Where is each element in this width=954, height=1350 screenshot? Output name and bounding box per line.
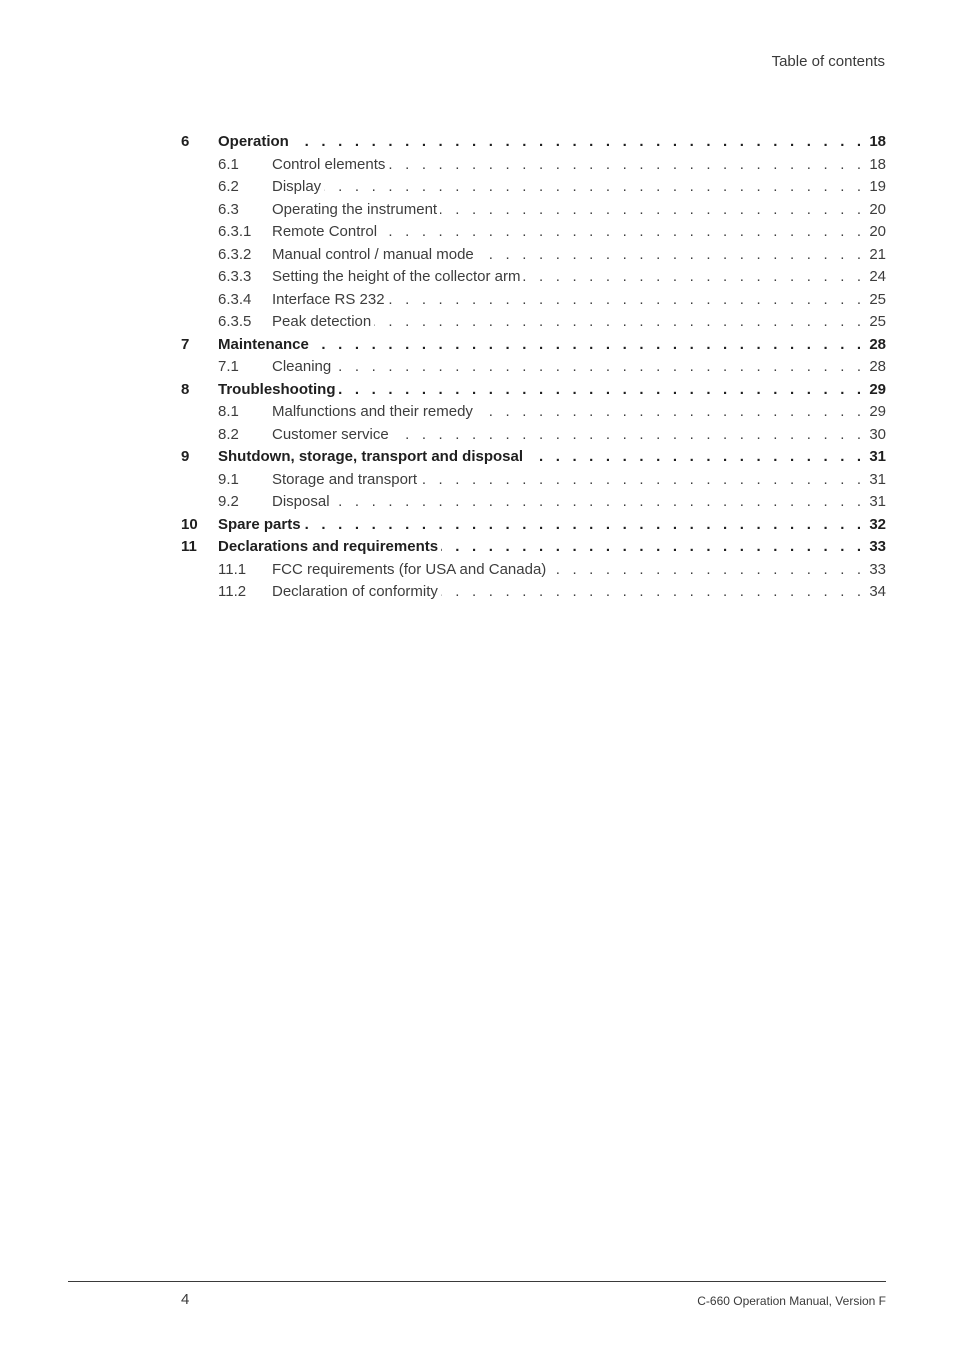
dot-leader [440,199,865,222]
toc-entry-line [272,424,886,447]
dot-leader [339,379,866,402]
toc-entry-number: 11.2 [218,583,247,600]
toc-entry-number: 8.1 [218,403,239,420]
toc-entry-line [218,514,886,537]
toc-entry-number: 8 [181,380,190,398]
toc-entry-line [218,379,886,402]
toc-entry-page: 28 [869,335,886,353]
toc-entry-number: 6.3.4 [218,290,252,308]
toc-entry[interactable] [181,559,886,582]
toc-entry-page: 34 [869,583,886,600]
toc-entry-title: Maintenance [218,334,312,357]
dot-leader [380,221,865,244]
toc-entry-page: 33 [869,538,886,555]
toc-entry-number: 9 [181,448,190,465]
toc-entry-title: Manual control / manual mode [272,244,477,267]
toc-entry-number: 6.2 [218,178,239,195]
table-of-contents [181,131,886,604]
toc-entry-title: Troubleshooting [218,379,339,402]
toc-entry-number: 6.3.3 [218,268,252,285]
toc-entry-page: 31 [869,470,886,488]
toc-entry-page: 20 [869,200,886,218]
dot-leader [476,401,865,424]
document-title: C-660 Operation Manual, Version F [697,1294,886,1308]
toc-entry-page: 25 [869,313,886,330]
toc-entry-number: 6.3.5 [218,313,252,330]
dot-leader [304,514,866,537]
toc-entry[interactable] [181,446,886,469]
toc-entry-title: Storage and transport [272,469,420,492]
toc-entry-line [272,221,886,244]
toc-entry-number: 6.1 [218,155,239,173]
toc-entry-title: Interface RS 232 [272,289,388,312]
toc-entry-number: 10 [181,515,198,533]
toc-entry-number: 6.3 [218,200,239,218]
toc-entry-title: FCC requirements (for USA and Canada) [272,559,549,582]
toc-entry-page: 25 [869,290,886,308]
toc-entry[interactable] [181,154,886,177]
toc-entry[interactable] [181,401,886,424]
toc-entry-page: 21 [869,245,886,263]
dot-leader [388,289,866,312]
toc-entry[interactable] [181,424,886,447]
toc-entry-line [272,469,886,492]
toc-entry-title: Peak detection [272,311,374,334]
toc-entry-line [272,289,886,312]
toc-entry-page: 31 [869,448,886,465]
toc-entry-line [218,446,886,469]
toc-entry-number: 9.1 [218,470,239,488]
dot-leader [441,581,865,604]
toc-entry[interactable] [181,199,886,222]
toc-entry-page: 30 [869,425,886,443]
running-header-title: Table of contents [771,53,885,70]
dot-leader [549,559,865,582]
toc-entry-title: Spare parts [218,514,304,537]
dot-leader [392,424,866,447]
dot-leader [374,311,865,334]
toc-entry-page: 32 [869,515,886,533]
dot-leader [477,244,866,267]
dot-leader [312,334,865,357]
dot-leader [420,469,865,492]
toc-entry-number: 8.2 [218,425,239,443]
toc-entry-line [272,266,886,289]
toc-entry-number: 6.3.2 [218,245,252,263]
toc-entry-number: 11.1 [218,560,247,578]
toc-entry[interactable] [181,221,886,244]
toc-entry[interactable] [181,379,886,402]
toc-entry[interactable] [181,266,886,289]
toc-entry-title: Declarations and requirements [218,536,441,559]
toc-entry-number: 9.2 [218,493,239,510]
toc-entry-page: 29 [869,380,886,398]
toc-entry-title: Cleaning [272,356,334,379]
toc-entry-line [272,559,886,582]
toc-entry-number: 11 [181,538,197,555]
dot-leader [526,446,865,469]
toc-entry[interactable] [181,514,886,537]
toc-entry[interactable] [181,536,886,559]
toc-entry[interactable] [181,469,886,492]
toc-entry-line [272,176,886,199]
toc-entry-title: Setting the height of the collector arm [272,266,523,289]
dot-leader [441,536,865,559]
toc-entry-title: Shutdown, storage, transport and disposal [218,446,526,469]
toc-entry[interactable] [181,356,886,379]
toc-entry[interactable] [181,289,886,312]
toc-entry-line [272,401,886,424]
toc-entry-line [272,581,886,604]
toc-entry-page: 33 [869,560,886,578]
toc-entry-page: 18 [869,133,886,150]
toc-entry[interactable] [181,581,886,604]
toc-entry-line [272,154,886,177]
dot-leader [333,491,866,514]
toc-entry[interactable] [181,491,886,514]
toc-entry-page: 31 [869,493,886,510]
toc-entry-title: Disposal [272,491,333,514]
toc-entry-title: Customer service [272,424,392,447]
toc-entry-line [272,244,886,267]
dot-leader [324,176,865,199]
dot-leader [334,356,865,379]
toc-entry[interactable] [181,334,886,357]
toc-entry-page: 18 [869,155,886,173]
toc-entry-number: 6.3.1 [218,223,252,240]
toc-entry-title: Operation [218,131,292,154]
toc-entry-number: 7.1 [218,358,239,375]
toc-entry-line [218,131,886,154]
toc-entry-number: 6 [181,133,190,150]
page-number: 4 [181,1291,190,1308]
toc-entry[interactable] [181,244,886,267]
toc-entry-line [272,311,886,334]
toc-entry-page: 24 [869,268,886,285]
toc-entry[interactable] [181,176,886,199]
toc-entry-title: Display [272,176,324,199]
toc-entry-number: 7 [181,335,190,353]
toc-entry-line [272,199,886,222]
toc-entry-title: Control elements [272,154,388,177]
toc-entry-page: 19 [869,178,886,195]
toc-entry-page: 29 [869,403,886,420]
toc-entry-line [218,334,886,357]
toc-entry-title: Remote Control [272,221,380,244]
toc-entry-title: Declaration of conformity [272,581,441,604]
toc-entry-line [218,536,886,559]
dot-leader [523,266,865,289]
toc-entry-title: Malfunctions and their remedy [272,401,476,424]
toc-entry-page: 28 [869,358,886,375]
toc-entry[interactable] [181,311,886,334]
dot-leader [292,131,865,154]
toc-entry[interactable] [181,131,886,154]
dot-leader [388,154,865,177]
toc-entry-page: 20 [869,223,886,240]
toc-entry-title: Operating the instrument [272,199,440,222]
toc-entry-line [272,491,886,514]
footer-divider [68,1281,886,1282]
toc-entry-line [272,356,886,379]
